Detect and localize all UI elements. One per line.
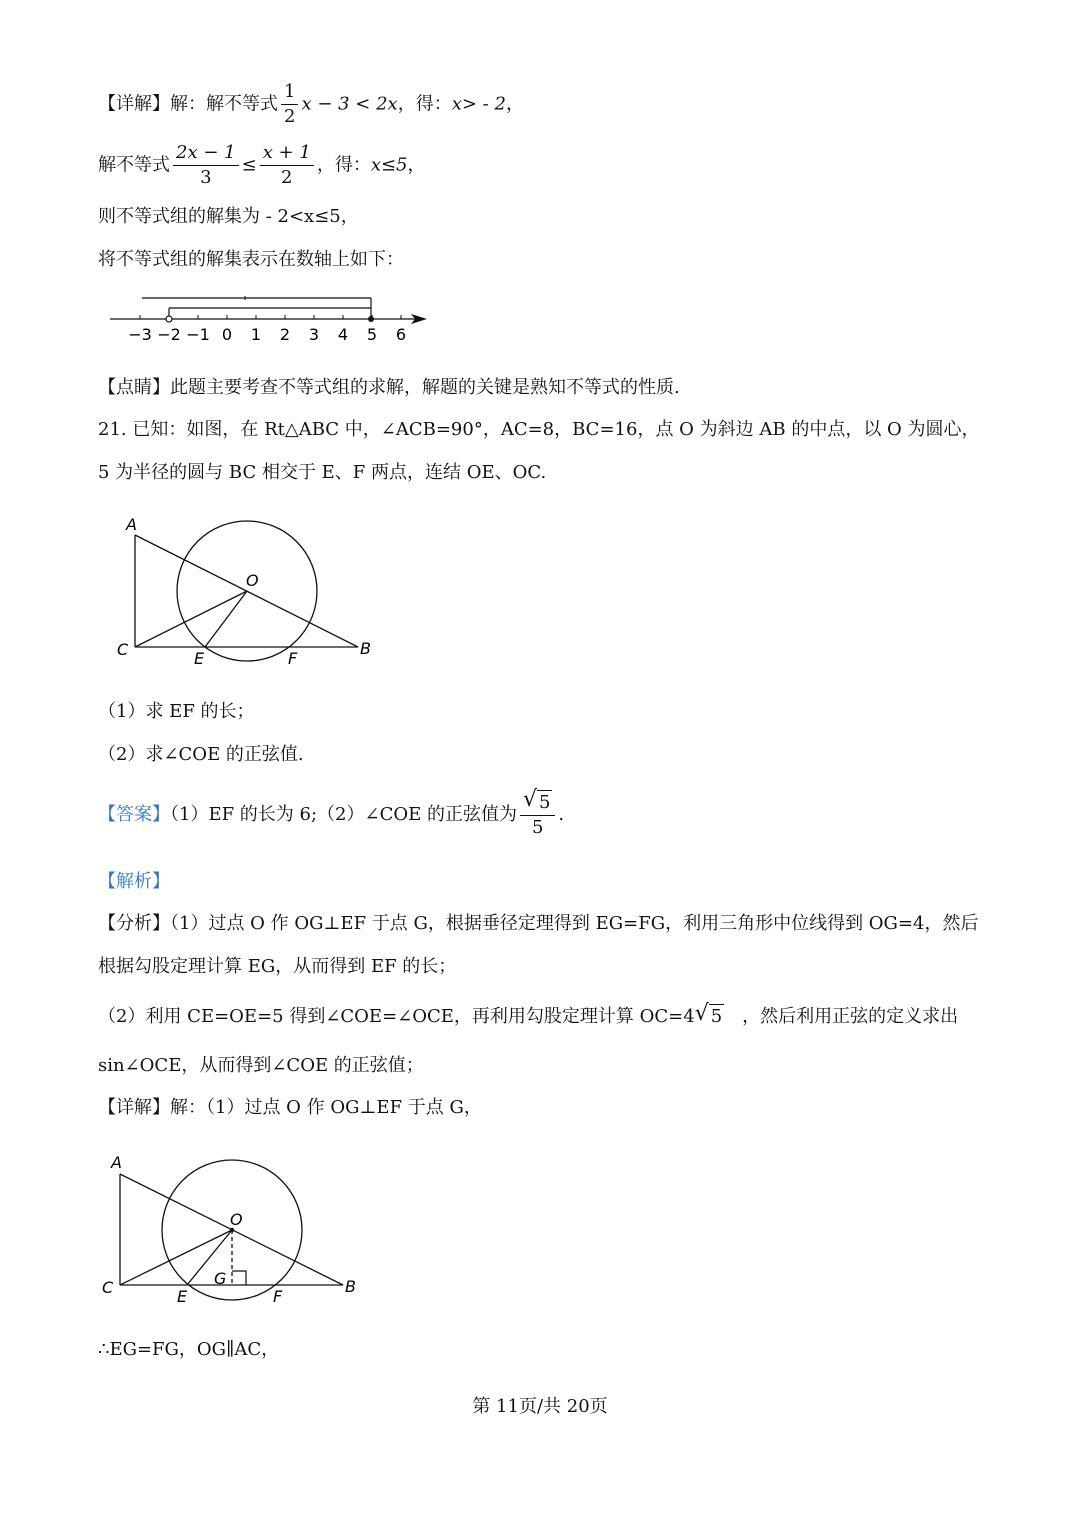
tick-label: 1 (250, 325, 262, 344)
detail-line-1: 【详解】解：解不等式 $\frac{1}{2}$ x − 3 < 2x，得：x> - 2， (98, 81, 524, 127)
fraction-right: $\frac{x + 1}{2}$ (260, 141, 314, 190)
label-f: F (288, 649, 298, 668)
fraction-left: $\frac{2x - 1}{3}$ (173, 141, 239, 190)
label-f: F (273, 1287, 283, 1306)
detail-tag: 【详解】 (98, 93, 170, 115)
tick-label: −2 (157, 325, 181, 344)
numberline-intro: 将不等式组的解集表示在数轴上如下： (98, 249, 404, 270)
triangle-circle-figure-1 (110, 510, 390, 680)
label-o: O (246, 571, 259, 590)
sqrt-5: √ 5 (694, 1001, 723, 1027)
solution-set-text: 则不等式组的解集为 - 2<x≤5， (98, 206, 359, 227)
question-21-line-2: 5 为半径的圆与 BC 相交于 E、F 两点，连结 OE、OC. (98, 462, 547, 483)
answer-tag: 【答案】 (98, 804, 170, 825)
analysis-line-2: 根据勾股定理计算 EG，从而得到 EF 的长； (98, 956, 457, 977)
label-c: C (117, 640, 129, 659)
analysis-line-1: 【分析】（1）过点 O 作 OG⊥EF 于点 G，根据垂径定理得到 EG=FG，利用三角形中位线得到 OG=4，然后 (98, 913, 979, 934)
tick-label: 0 (221, 325, 233, 344)
analysis-tag: 【解析】 (98, 871, 170, 892)
number-line-figure (105, 288, 445, 350)
analysis-line-3: （2）利用 CE=OE=5 得到∠COE=∠OCE，再利用勾股定理计算 OC=4 √ 5 ，然后利用正弦的定义求出 (98, 1001, 959, 1027)
comment-line: 【点睛】此题主要考查不等式组的求解，解题的关键是熟知不等式的性质. (98, 377, 680, 398)
sub-question-1: （1）求 EF 的长； (98, 701, 255, 722)
fraction-half: $\frac{1}{2}$ (281, 80, 298, 129)
page-footer: 第 11页/共 20页 (472, 1396, 608, 1417)
therefore-line: ∴EG=FG，OG∥AC， (98, 1339, 280, 1360)
closed-point-5 (368, 316, 374, 322)
tick-label: 5 (366, 325, 378, 344)
label-o: O (230, 1210, 243, 1229)
label-e: E (177, 1287, 188, 1306)
triangle-circle-figure-2 (95, 1150, 375, 1310)
label-a: A (111, 1153, 122, 1172)
answer-line: 【答案】（1）EF 的长为 6;（2）∠COE 的正弦值为 √ 5 5 . (98, 787, 565, 838)
question-21-line-1: 21. 已知：如图，在 Rt△ABC 中，∠ACB=90°，AC=8，BC=16，点 O 为斜边 AB 的中点，以 O 为圆心， (98, 419, 980, 440)
analysis-line-4: sin∠OCE，从而得到∠COE 的正弦值； (98, 1055, 424, 1076)
tick-label: −3 (128, 325, 152, 344)
tick-label: 6 (395, 325, 407, 344)
label-g: G (214, 1269, 227, 1288)
tick-label: −1 (186, 325, 210, 344)
label-b: B (360, 639, 371, 658)
tick-label: 3 (308, 325, 320, 344)
sub-question-2: （2）求∠COE 的正弦值. (98, 744, 304, 765)
label-c: C (102, 1278, 114, 1297)
detail-line-2: 解不等式 $\frac{2x - 1}{3}$ ≤ $\frac{x + 1}{2}$ ，得：x≤5， (98, 142, 426, 188)
fraction-sqrt5-over-5: √ 5 5 (520, 790, 555, 840)
detail-2-line: 【详解】解：（1）过点 O 作 OG⊥EF 于点 G， (98, 1097, 482, 1118)
tick-label: 2 (279, 325, 291, 344)
tick-label: 4 (337, 325, 349, 344)
open-point-minus-2 (166, 316, 172, 322)
label-e: E (194, 649, 205, 668)
label-a: A (126, 515, 137, 534)
label-b: B (345, 1277, 356, 1296)
